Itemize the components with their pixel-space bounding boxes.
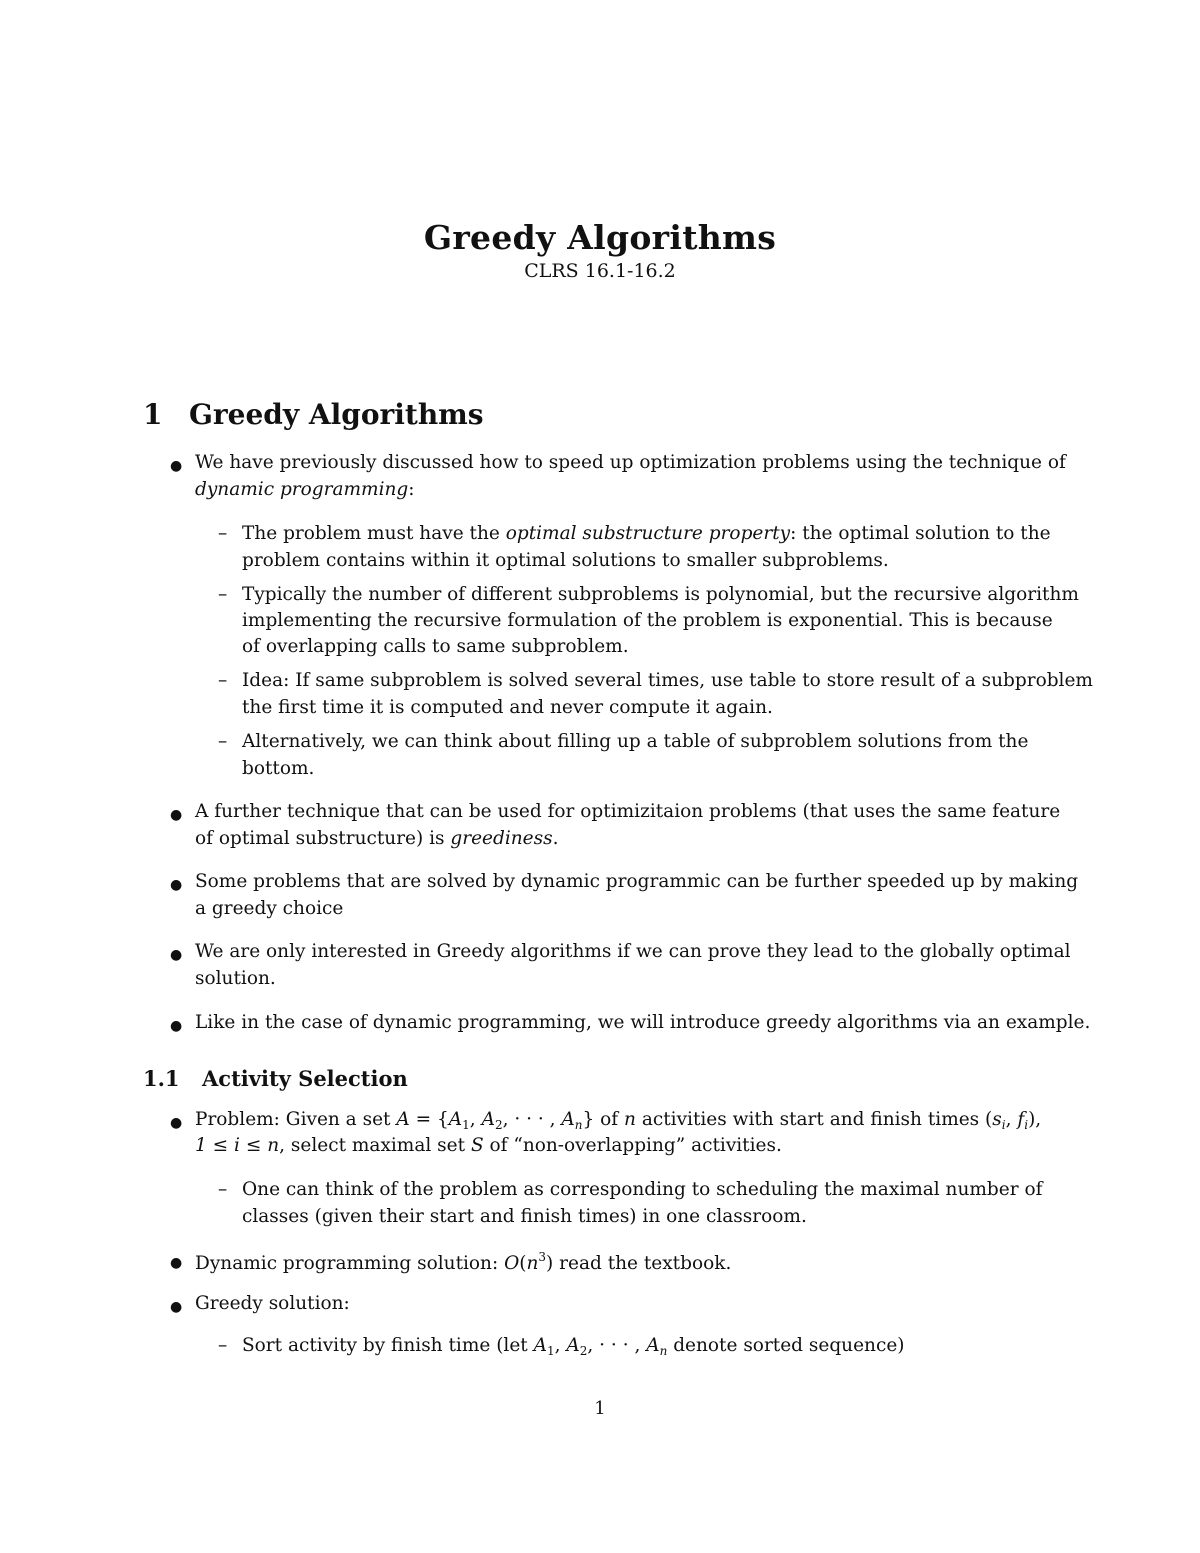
- bullet-text: a greedy choice: [195, 898, 344, 919]
- emphasis-text: optimal substructure property: [505, 523, 791, 544]
- emphasis-text: greediness: [450, 828, 553, 849]
- bullet-text: We have previously discussed how to speed up optimization problems using the technique of: [195, 452, 1066, 473]
- section-1-heading: [143, 398, 484, 431]
- sub-item-text: implementing the recursive formulation of the problem is exponential. This is because: [242, 610, 1053, 631]
- bullet-icon: ●: [170, 1115, 183, 1131]
- sub-item-text: Alternatively, we can think about filling up a table of subproblem solutions from the: [242, 731, 1029, 752]
- document-title: Greedy Algorithms: [423, 218, 777, 257]
- dash-icon: –: [218, 523, 228, 544]
- sub-item-text: Idea: If same subproblem is solved several times, use table to store result of a subproblem: [242, 670, 1093, 691]
- bullet-icon: ●: [170, 947, 183, 963]
- bullet-text: Some problems that are solved by dynamic programmic can be further speeded up by making: [195, 871, 1079, 892]
- dash-icon: –: [218, 584, 228, 605]
- page-number: 1: [594, 1398, 606, 1419]
- dash-icon: –: [218, 731, 228, 752]
- sub-item-text: classes (given their start and finish times) in one classroom.: [242, 1206, 807, 1227]
- document-subtitle: CLRS 16.1-16.2: [524, 260, 676, 282]
- bullet-text: Dynamic programming solution: $O(n^3)$ read the textbook.: [195, 1250, 732, 1274]
- sub-item-text: problem contains within it optimal solutions to smaller subproblems.: [242, 550, 889, 571]
- bullet-icon: ●: [170, 458, 183, 474]
- bullet-text: 1 ≤ i ≤ n, select maximal set S of “non-overlapping” activities.: [195, 1135, 782, 1156]
- bullet-text: Like in the case of dynamic programming, we will introduce greedy algorithms via an example.: [195, 1012, 1091, 1033]
- sub-item-text: The problem must have the optimal substructure property: the optimal solution to the: [242, 523, 1051, 544]
- sub-item-text: One can think of the problem as corresponding to scheduling the maximal number of: [242, 1179, 1043, 1200]
- subsection-number: 1.1: [143, 1066, 180, 1091]
- bullet-text: We are only interested in Greedy algorithms if we can prove they lead to the globally optimal: [195, 941, 1071, 962]
- bullet-text: Greedy solution:: [195, 1293, 350, 1314]
- bullet-icon: ●: [170, 1255, 183, 1271]
- sub-item-text: bottom.: [242, 758, 315, 779]
- bullet-text: A further technique that can be used for optimizitaion problems (that uses the same feature: [195, 801, 1061, 822]
- sub-item-text: of overlapping calls to same subproblem.: [242, 636, 629, 657]
- dash-icon: –: [218, 1179, 228, 1200]
- bullet-text: of optimal substructure) is greediness.: [195, 828, 559, 849]
- sub-item-text: Typically the number of different subproblems is polynomial, but the recursive algorithm: [242, 584, 1079, 605]
- section-1-1-heading: [143, 1066, 408, 1091]
- bullet-icon: ●: [170, 1018, 183, 1034]
- dash-icon: –: [218, 670, 228, 691]
- emphasis-text: dynamic programming: [195, 479, 409, 500]
- bullet-icon: ●: [170, 1299, 183, 1315]
- sub-item-text: the first time it is computed and never compute it again.: [242, 697, 773, 718]
- section-number: 1: [143, 398, 163, 431]
- bullet-icon: ●: [170, 807, 183, 823]
- bullet-icon: ●: [170, 877, 183, 893]
- bullet-text: solution.: [195, 968, 276, 989]
- section-title: Greedy Algorithms: [189, 398, 484, 431]
- subsection-title: Activity Selection: [202, 1066, 408, 1091]
- dash-icon: –: [218, 1335, 228, 1356]
- bullet-text: dynamic programming:: [195, 479, 415, 500]
- bullet-text: Problem: Given a set $A = \{A_1$, $A_2$, · · · , $A_n$} of n activities with start and finish times ($s_i$, $f_i$),: [195, 1109, 1042, 1132]
- sub-item-text: Sort activity by finish time (let $A_1$, $A_2$, · · · , $A_n$ denote sorted sequence): [242, 1335, 905, 1358]
